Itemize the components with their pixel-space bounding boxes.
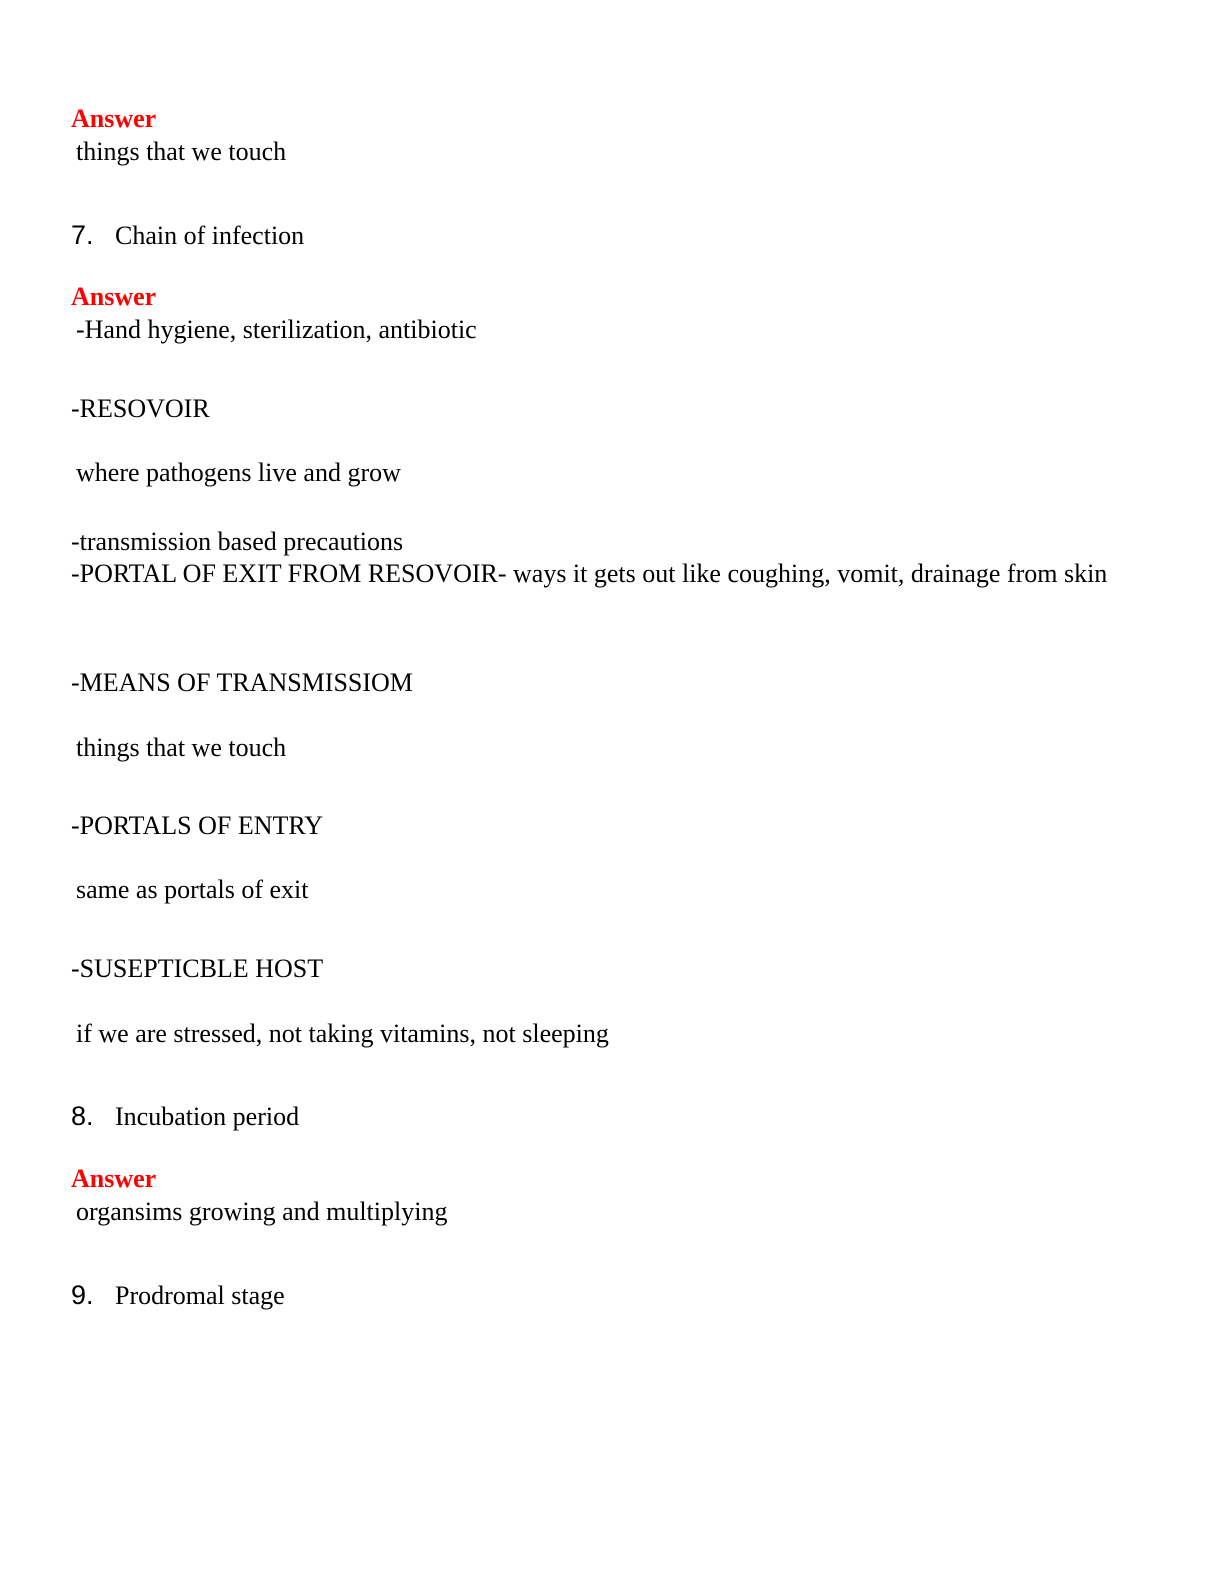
answer-text: -Hand hygiene, sterilization, antibiotic xyxy=(76,315,477,344)
chain-item-susceptible-host: -SUSEPTICBLE HOST xyxy=(71,954,324,983)
chain-item-description: things that we touch xyxy=(76,733,287,762)
answer-text: things that we touch xyxy=(76,137,287,166)
chain-item-portal-of-exit: -PORTAL OF EXIT FROM RESOVOIR- ways it gets out like coughing, vomit, drainage from skin xyxy=(71,559,1108,588)
question-8 xyxy=(71,1101,299,1132)
chain-item-portals-of-entry: -PORTALS OF ENTRY xyxy=(71,811,324,840)
question-7 xyxy=(71,220,304,251)
chain-item-description: where pathogens live and grow xyxy=(76,458,401,487)
question-title: Prodromal stage xyxy=(115,1281,285,1310)
answer-label: Answer xyxy=(71,282,157,311)
chain-item-description: same as portals of exit xyxy=(76,875,309,904)
question-title: Incubation period xyxy=(115,1102,300,1131)
chain-item-description: if we are stressed, not taking vitamins, not sleeping xyxy=(76,1019,609,1048)
question-number: 8. xyxy=(71,1101,94,1131)
chain-item-means-of-transmission: -MEANS OF TRANSMISSIOM xyxy=(71,668,413,697)
answer-label: Answer xyxy=(71,104,157,133)
answer-label: Answer xyxy=(71,1164,157,1193)
question-9 xyxy=(71,1280,285,1311)
answer-text: organsims growing and multiplying xyxy=(76,1197,448,1226)
chain-item-transmission-precautions: -transmission based precautions xyxy=(71,527,404,556)
question-title: Chain of infection xyxy=(115,221,305,250)
question-number: 9. xyxy=(71,1280,94,1310)
chain-item-resovoir: -RESOVOIR xyxy=(71,394,210,423)
question-number: 7. xyxy=(71,220,94,250)
